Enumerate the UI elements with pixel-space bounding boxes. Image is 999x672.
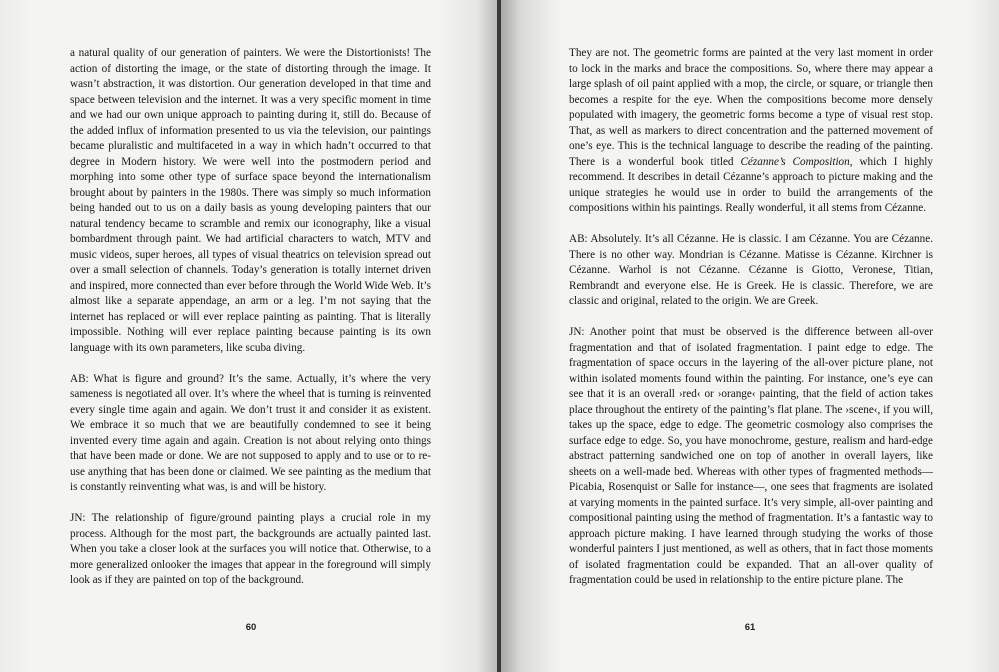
book-title: Cézanne’s Composition <box>740 155 850 168</box>
left-page <box>0 0 497 672</box>
paragraph: JN: Another point that must be observed is the difference between all-over fragmentation and that of isolated fragmentation. I paint edge to edge. The fragmentation of space occurs in the layering of the all-over picture plane, not within isolated moments found within the painting. For instance, one’s eye can see that it is an overall ›red‹ or ›orange‹ painting, that the field of action takes place throughout the entirety of the painting’s flat plane. The ›scene‹, if you will, takes up the space, edge to edge. The geometric cosmology also comprises the surface edge to edge. So, you have monochrome, gesture, realism and hard-edge abstract patterning sandwiched one on top of another in overall layers, like sheets on a well-made bed. Whereas with other types of fragmented methods—Picabia, Rosenquist or Salle for instance—, one sees that fragments are isolated at varying moments in the painted surface. It’s very simple, all-over painting and compositional painting using the method of fragmentation. It’s a fantastic way to approach picture making. I have learned through studying the works of those wonderful painters I just mentioned, as well as others, that in fact those moments of isolated fragmentation could be expanded. That an all-over quality of fragmentation could be used in relationship to the entire picture plane. The <box>569 326 933 586</box>
paragraph: JN: The relationship of figure/ground painting plays a crucial role in my process. Although for the most part, the backgrounds are actually painted last. When you take a closer look at the surfaces you will notice that. Otherwise, to a more generalized onlooker the images that appear in the foreground will simply look as if they are painted on top of the background. <box>70 512 431 586</box>
paragraph: a natural quality of our generation of painters. We were the Distortionists! The action of distorting the image, or the state of distorting through the image. It wasn’t abstraction, it was distortion. Our generation developed in that time and space between television and the internet. It was a very specific moment in time and we had our own unique approach to painting during it, still do. Because of the added influx of information presented to us via the television, our paintings became pluralistic and multifaceted in a way in which hadn’t occurred to that degree in Modern history. We were well into the postmodern period and morphing into some other type of surface space beyond the internationalism brought about by painters in the 1980s. There was simply so much information being handed out to us on a daily basis as young developing painters that our natural tendency became to scramble and remix our iconography, like a visual bombardment through paint. We had artificial characters to watch, MTV and music videos, super heroes, all types of visual theatrics on television spread out over a small selection of channels. Today’s generation is totally internet driven and inspired, more connected than ever before through the World Wide Web. It’s almost like a separate appendage, an arm or a leg. I’m not saying that the internet has replaced or will ever replace painting as painting. That is literally impossible. Nothing will ever replace painting because painting is its own language with its own parameters, like scuba diving. <box>70 47 431 354</box>
paragraph: AB: Absolutely. It’s all Cézanne. He is classic. I am Cézanne. You are Cézanne. There is no other way. Mondrian is Cézanne. Matisse is Cézanne. Kirchner is Cézanne. Warhol is not Cézanne. Cézanne is Giotto, Veronese, Titian, Rembrandt and everyone else. He is Greek. He is classic. Therefore, we are classic and original, related to the origin. We are Greek. <box>569 233 933 307</box>
right-page-text <box>569 46 933 604</box>
left-page-text <box>70 46 431 604</box>
page-number: 61 <box>744 622 756 633</box>
right-page <box>501 0 999 672</box>
page-number: 60 <box>245 622 257 633</box>
paragraph: They are not. The geometric forms are painted at the very last moment in order to lock in the marks and brace the compositions. So, where there may appear a large splash of oil paint applied with a mop, the circle, or square, or triangle then becomes a respite for the eye. When the compositions become more densely populated with imagery, the geometric forms become a type of visual rest stop. That, as well as markers to direct concentration and the patterned movement of one’s eye. This is the technical language to describe the reading of the painting. There is a wonderful book titled Cézanne’s Composition, which I highly recommend. It describes in detail Cézanne’s approach to picture making and the unique strategies he would use in order to build the arrangements of the compositions within his paintings. Really wonderful, it all stems from Cézanne. <box>569 47 933 214</box>
paragraph: AB: What is figure and ground? It’s the same. Actually, it’s where the very sameness is negotiated all over. It’s where the wheel that is turning is reinvented every single time again and again. We don’t trust it and consider it as existent. We embrace it so much that we are beautifully condemned to see it being invented every time again and again. Creation is not about relying onto things that have been made or done. We are not supposed to apply and to use or to re-use anything that has been done or claimed. We see painting as the medium that is constantly reinventing what was, is and will be history. <box>70 372 431 493</box>
